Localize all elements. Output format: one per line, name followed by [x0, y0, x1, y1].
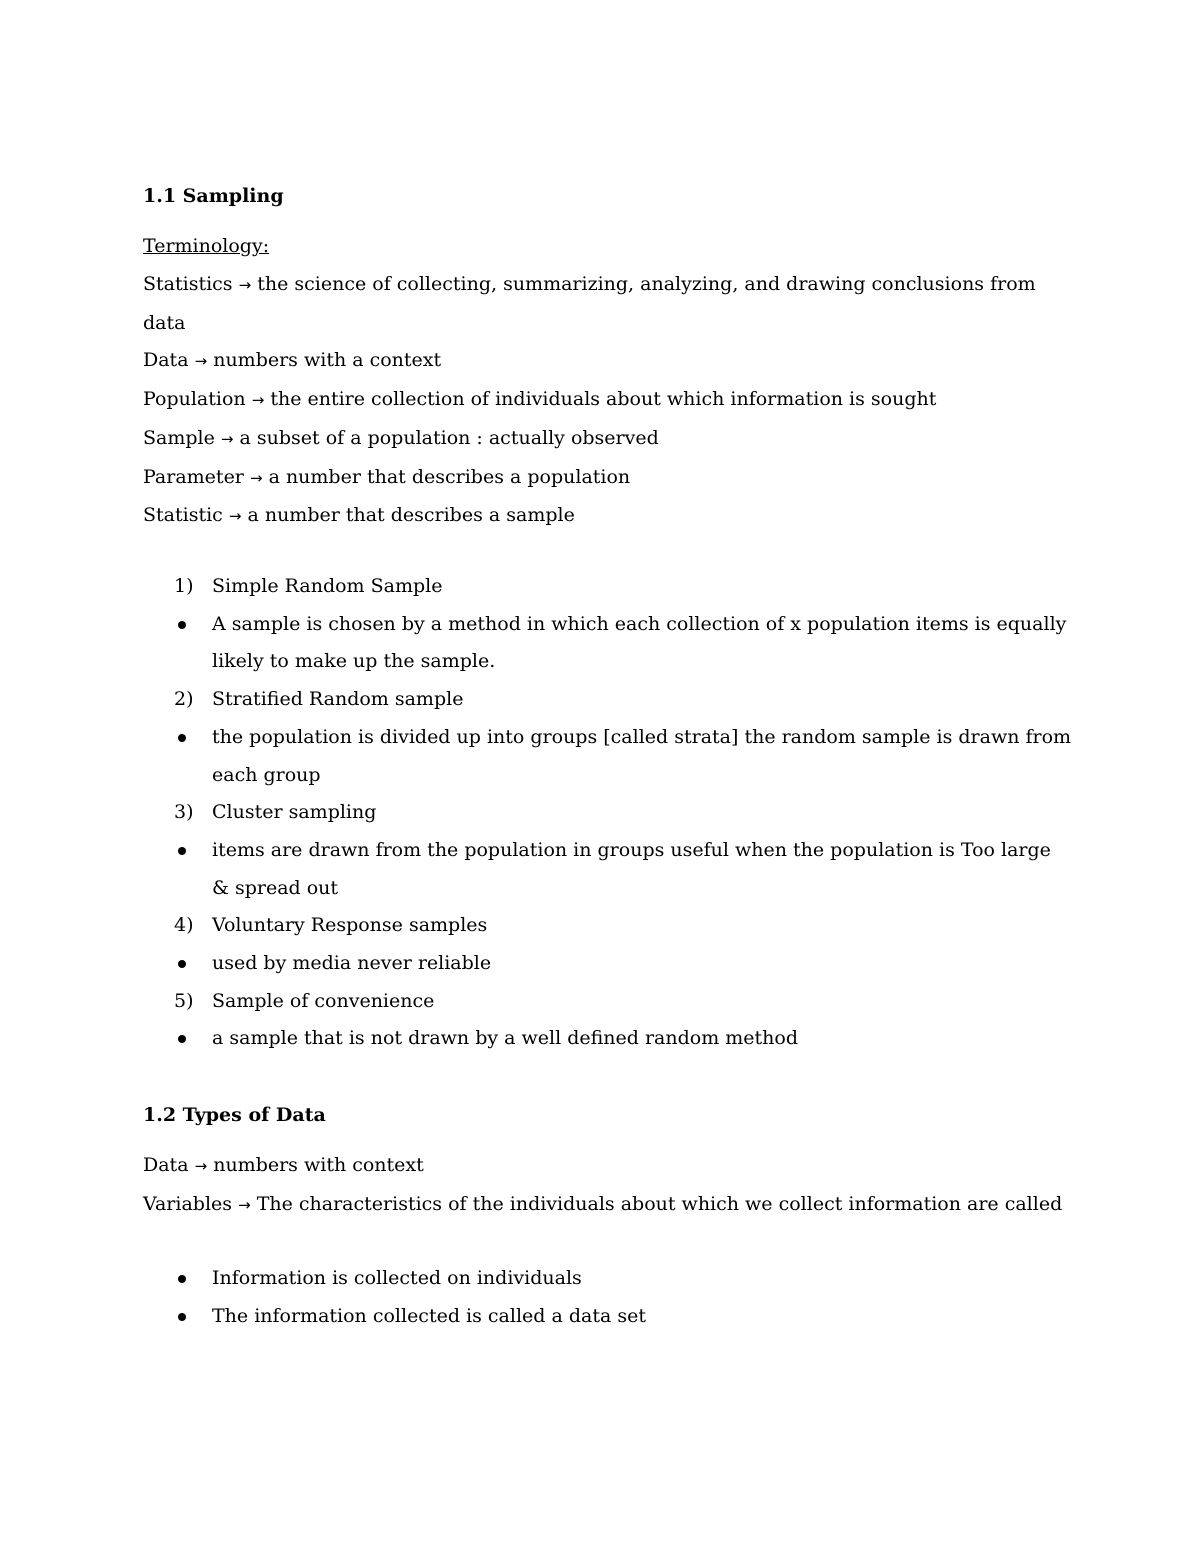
term-definition: the entire collection of individuals about which information is sought [270, 388, 937, 411]
term-row-population [143, 381, 1083, 420]
term-definition: The characteristics of the individuals about which we collect information are called [256, 1192, 1063, 1215]
list-item-text: A sample is chosen by a method in which each collection of x population items is equally [212, 612, 1067, 635]
term-name: Population [143, 388, 246, 411]
list-item-continuation: likely to make up the sample. [212, 650, 496, 673]
term-row-sample [143, 420, 1083, 459]
sampling-methods-list [174, 568, 1074, 1058]
list-number: 3) [174, 801, 194, 824]
term-row-statistic [143, 497, 1083, 536]
list-number: 5) [174, 989, 194, 1012]
bullet-icon [178, 1035, 186, 1043]
term-name: Data [143, 349, 189, 372]
terminology-label [143, 228, 1083, 266]
right-arrow-icon: → [238, 1195, 251, 1214]
list-item-text: The information collected is called a data set [212, 1304, 646, 1327]
bullet-icon [178, 1275, 186, 1283]
section-heading-types-of-data [143, 1097, 1083, 1135]
right-arrow-icon: → [220, 429, 234, 448]
term-row-variables [143, 1186, 1083, 1225]
list-item-text: a sample that is not drawn by a well defined random method [212, 1027, 798, 1050]
term-name: Parameter [143, 465, 244, 488]
term-name: Statistic [143, 504, 223, 527]
list-item [174, 1298, 1074, 1336]
term-definition: the science of collecting, summarizing, analyzing, and drawing conclusions from [257, 273, 1036, 295]
term-row-data [143, 1147, 1083, 1186]
list-number: 4) [174, 914, 194, 937]
right-arrow-icon: → [251, 391, 265, 410]
term-row-data [143, 342, 1083, 381]
section-heading-sampling [143, 178, 1083, 216]
list-item [174, 945, 1074, 983]
term-definition: a subset of a population : actually observed [239, 426, 659, 449]
right-arrow-icon: → [228, 507, 242, 526]
list-item [174, 1260, 1074, 1298]
list-item [174, 907, 1074, 945]
data-types-bullets [174, 1260, 1074, 1335]
list-item-continuation: each group [212, 763, 321, 786]
right-arrow-icon: → [194, 352, 208, 371]
bullet-icon [178, 621, 186, 629]
list-item [174, 1020, 1074, 1058]
term-name: Data [143, 1154, 189, 1176]
section-heading-text: 1.2 Types of Data [143, 1104, 326, 1126]
right-arrow-icon: → [238, 276, 252, 294]
list-item-text: Voluntary Response samples [212, 914, 488, 937]
list-item [174, 681, 1074, 719]
term-row-statistics [143, 266, 1083, 305]
list-item [174, 983, 1074, 1021]
bullet-icon [178, 1313, 186, 1321]
list-item-text: Stratified Random sample [212, 688, 464, 711]
term-definition: numbers with a context [213, 349, 442, 372]
right-arrow-icon: → [249, 468, 263, 487]
list-item [174, 719, 1074, 794]
right-arrow-icon: → [194, 1157, 208, 1175]
term-row-continuation [143, 305, 1083, 343]
term-name: Variables [143, 1192, 233, 1215]
bullet-icon [178, 960, 186, 968]
term-row-parameter [143, 459, 1083, 498]
list-item [174, 606, 1074, 681]
terminology-list [143, 266, 1083, 536]
section-heading-text: 1.1 Sampling [143, 185, 284, 207]
term-name: Sample [143, 426, 215, 449]
list-number: 1) [174, 575, 194, 597]
list-item [174, 832, 1074, 907]
bullet-icon [178, 847, 186, 855]
term-definition-continuation: data [143, 311, 186, 334]
list-item-text: the population is divided up into groups [called strata] the random sample is drawn from [212, 725, 1072, 748]
list-item-text: Simple Random Sample [212, 575, 443, 597]
term-name: Statistics [143, 273, 233, 295]
list-item [174, 568, 1074, 606]
term-definition: numbers with context [213, 1154, 424, 1176]
data-types-terms [143, 1147, 1083, 1224]
terminology-label-text: Terminology: [143, 235, 270, 257]
list-item-text: items are drawn from the population in groups useful when the population is Too large [212, 838, 1051, 861]
list-item-text: used by media never reliable [212, 952, 492, 975]
list-item-text: Cluster sampling [212, 801, 377, 824]
term-definition: a number that describes a population [268, 465, 631, 488]
list-item-continuation: & spread out [212, 876, 339, 899]
term-definition: a number that describes a sample [247, 504, 575, 527]
list-item-text: Sample of convenience [212, 989, 435, 1012]
list-number: 2) [174, 688, 194, 711]
list-item-text: Information is collected on individuals [212, 1267, 582, 1289]
bullet-icon [178, 734, 186, 742]
list-item [174, 794, 1074, 832]
